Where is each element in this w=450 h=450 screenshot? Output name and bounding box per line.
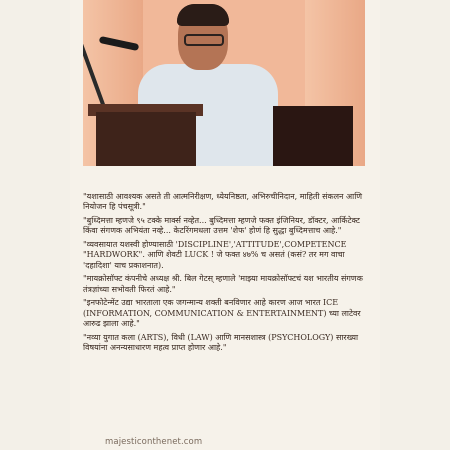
quote-paragraph: "मायक्रोसॉफ्ट कंपनीचे अध्यक्ष श्री. बिल गेटस् म्हणाले 'माझ्या मायक्रोसॉफ्टचं यश भारतीय संगणक तंत्रज्ञांच्या सभोवती फिरतं आहे." xyxy=(83,274,363,294)
quote-paragraph: "व्यवसायात यशस्वी होण्यासाठी 'DISCIPLINE','ATTITUDE',COMPETENCE "HARDWORK". आणि शेवटी LUCK ! जे फक्त ४७% च असतं (कसं? तर मग वाचा 'दहादिशा' याच प्रकाशनात). xyxy=(83,239,347,270)
magazine-page xyxy=(70,0,380,450)
chair xyxy=(273,106,353,166)
quote-paragraph: "यशासाठी आवश्यक असते ती आत्मनिरीक्षण, ध्येयनिष्ठता, अभिरुचीनिदान, माहिती संकलन आणि नियोजन हि पंचसूत्री." xyxy=(83,192,363,212)
quote-paragraph: "नव्या युगात कला (ARTS), विधी (LAW) आणि मानसशास्त्र (PSYCHOLOGY) सारख्या विषयांना अनन्यसाधारण महत्व प्राप्त होणार आहे." xyxy=(83,332,359,352)
glasses-icon xyxy=(184,34,224,46)
speaker-photo xyxy=(83,0,365,166)
quote-paragraph: "बुध्दिमत्ता म्हणजे ९५ टक्के मार्क्स नव्हेत... बुध्दिमत्ता म्हणजे फक्त इंजिनियर, डॉक्टर, आर्किटेक्ट किंवा संगणक अभियंता नव्हे... केटरिंगमधला उत्तम 'शेफ' होणं हि सुद्धा बुध्दिमत्ताच आहे." xyxy=(83,215,360,236)
speaker-hair-top xyxy=(177,4,229,26)
quote-paragraph: "इनफोटेन्मेंट उद्या भारताला एक जगन्मान्य शक्ती बनविणार आहे कारण आज भारत ICE (INFORMATION, COMMUNICATION & ENTERTAINMENT) च्या लाटेवर आरुढ झाला आहे." xyxy=(83,298,361,328)
quotes-text xyxy=(83,192,365,357)
podium xyxy=(96,112,196,166)
watermark: majesticonthenet.com xyxy=(105,437,203,447)
